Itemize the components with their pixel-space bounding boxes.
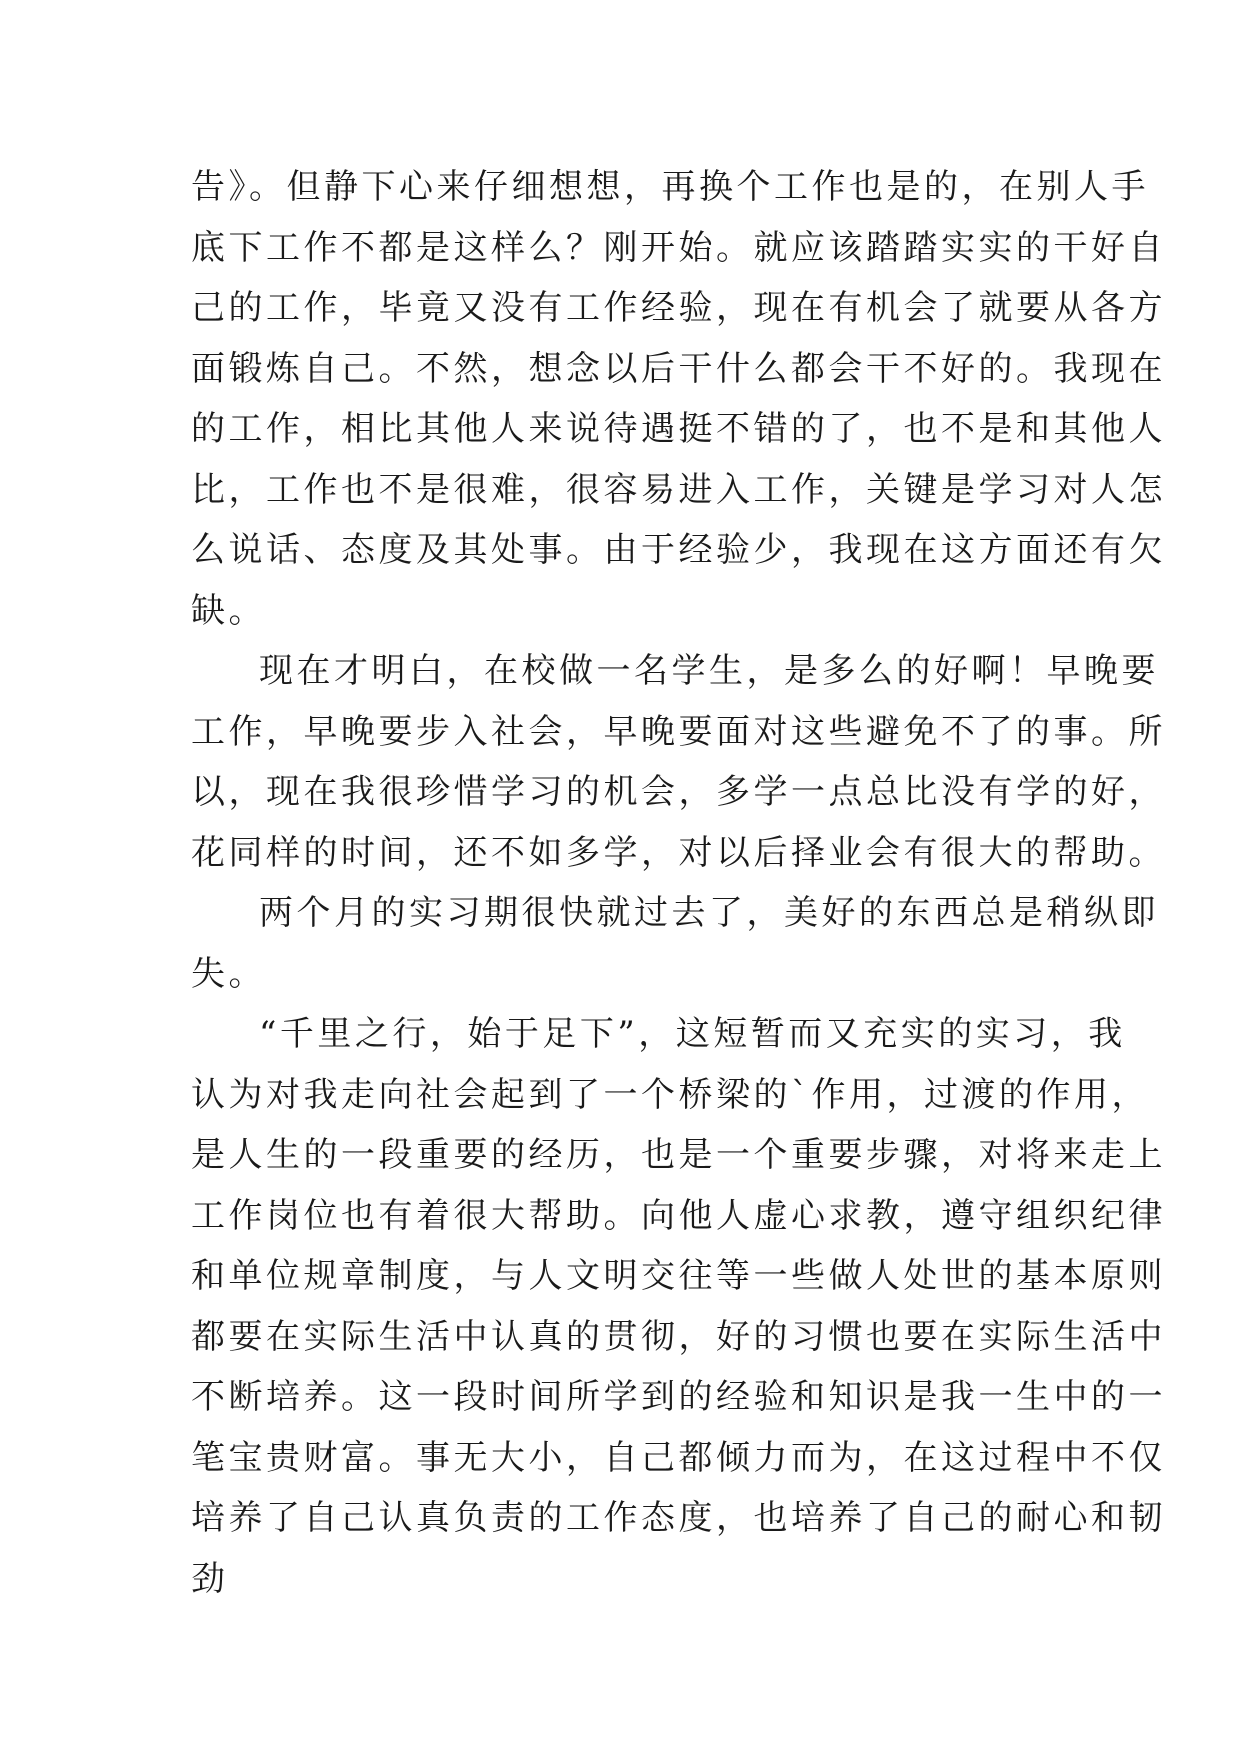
- text-line: 么说话、态度及其处事。由于经验少，我现在这方面还有欠: [191, 530, 1166, 570]
- document-body: [191, 157, 1166, 1609]
- text-line: 认为对我走向社会起到了一个桥梁的`作用，过渡的作用，: [191, 1074, 1149, 1115]
- text-line: 都要在实际生活中认真的贯彻，好的习惯也要在实际生活中: [191, 1316, 1166, 1357]
- text-line: 己的工作，毕竟又没有工作经验，现在有机会了就要从各方: [191, 288, 1166, 328]
- text-line: 面锻炼自己。不然，想念以后干什么都会干不好的。我现在: [191, 348, 1166, 389]
- text-line: 培养了自己认真负责的工作态度，也培养了自己的耐心和韧: [191, 1498, 1166, 1538]
- text-line: 劲: [191, 1558, 229, 1599]
- text-line: 告》。但静下心来仔细想想，再换个工作也是的，在别人手: [191, 167, 1149, 207]
- text-line: 缺。: [191, 590, 266, 631]
- text-line: 底下工作不都是这样么？刚开始。就应该踏踏实实的干好自: [191, 227, 1166, 268]
- text-line: 失。: [191, 953, 266, 994]
- text-line: 不断培养。这一段时间所学到的经验和知识是我一生中的一: [191, 1377, 1166, 1417]
- text-line: 和单位规章制度，与人文明交往等一些做人处世的基本原则: [191, 1256, 1166, 1296]
- text-line: 工作，早晚要步入社会，早晚要面对这些避免不了的事。所: [191, 711, 1166, 752]
- paragraph-start-line: “千里之行，始于足下”，这短暂而又充实的实习，我: [259, 1014, 1126, 1054]
- text-line: 比，工作也不是很难，很容易进入工作，关键是学习对人怎: [191, 469, 1166, 510]
- text-line: 笔宝贵财富。事无大小，自己都倾力而为，在这过程中不仅: [191, 1437, 1166, 1478]
- text-line: 以，现在我很珍惜学习的机会，多学一点总比没有学的好，: [191, 772, 1166, 812]
- text-line: 的工作，相比其他人来说待遇挺不错的了，也不是和其他人: [191, 409, 1166, 449]
- text-line: 工作岗位也有着很大帮助。向他人虚心求教，遵守组织纪律: [191, 1195, 1166, 1236]
- paragraph-start-line: 两个月的实习期很快就过去了，美好的东西总是稍纵即: [259, 893, 1159, 933]
- text-line: 是人生的一段重要的经历，也是一个重要步骤，对将来走上: [191, 1135, 1166, 1175]
- text-line: 花同样的时间，还不如多学，对以后择业会有很大的帮助。: [191, 832, 1166, 873]
- paragraph-start-line: 现在才明白，在校做一名学生，是多么的好啊！早晚要: [259, 651, 1159, 691]
